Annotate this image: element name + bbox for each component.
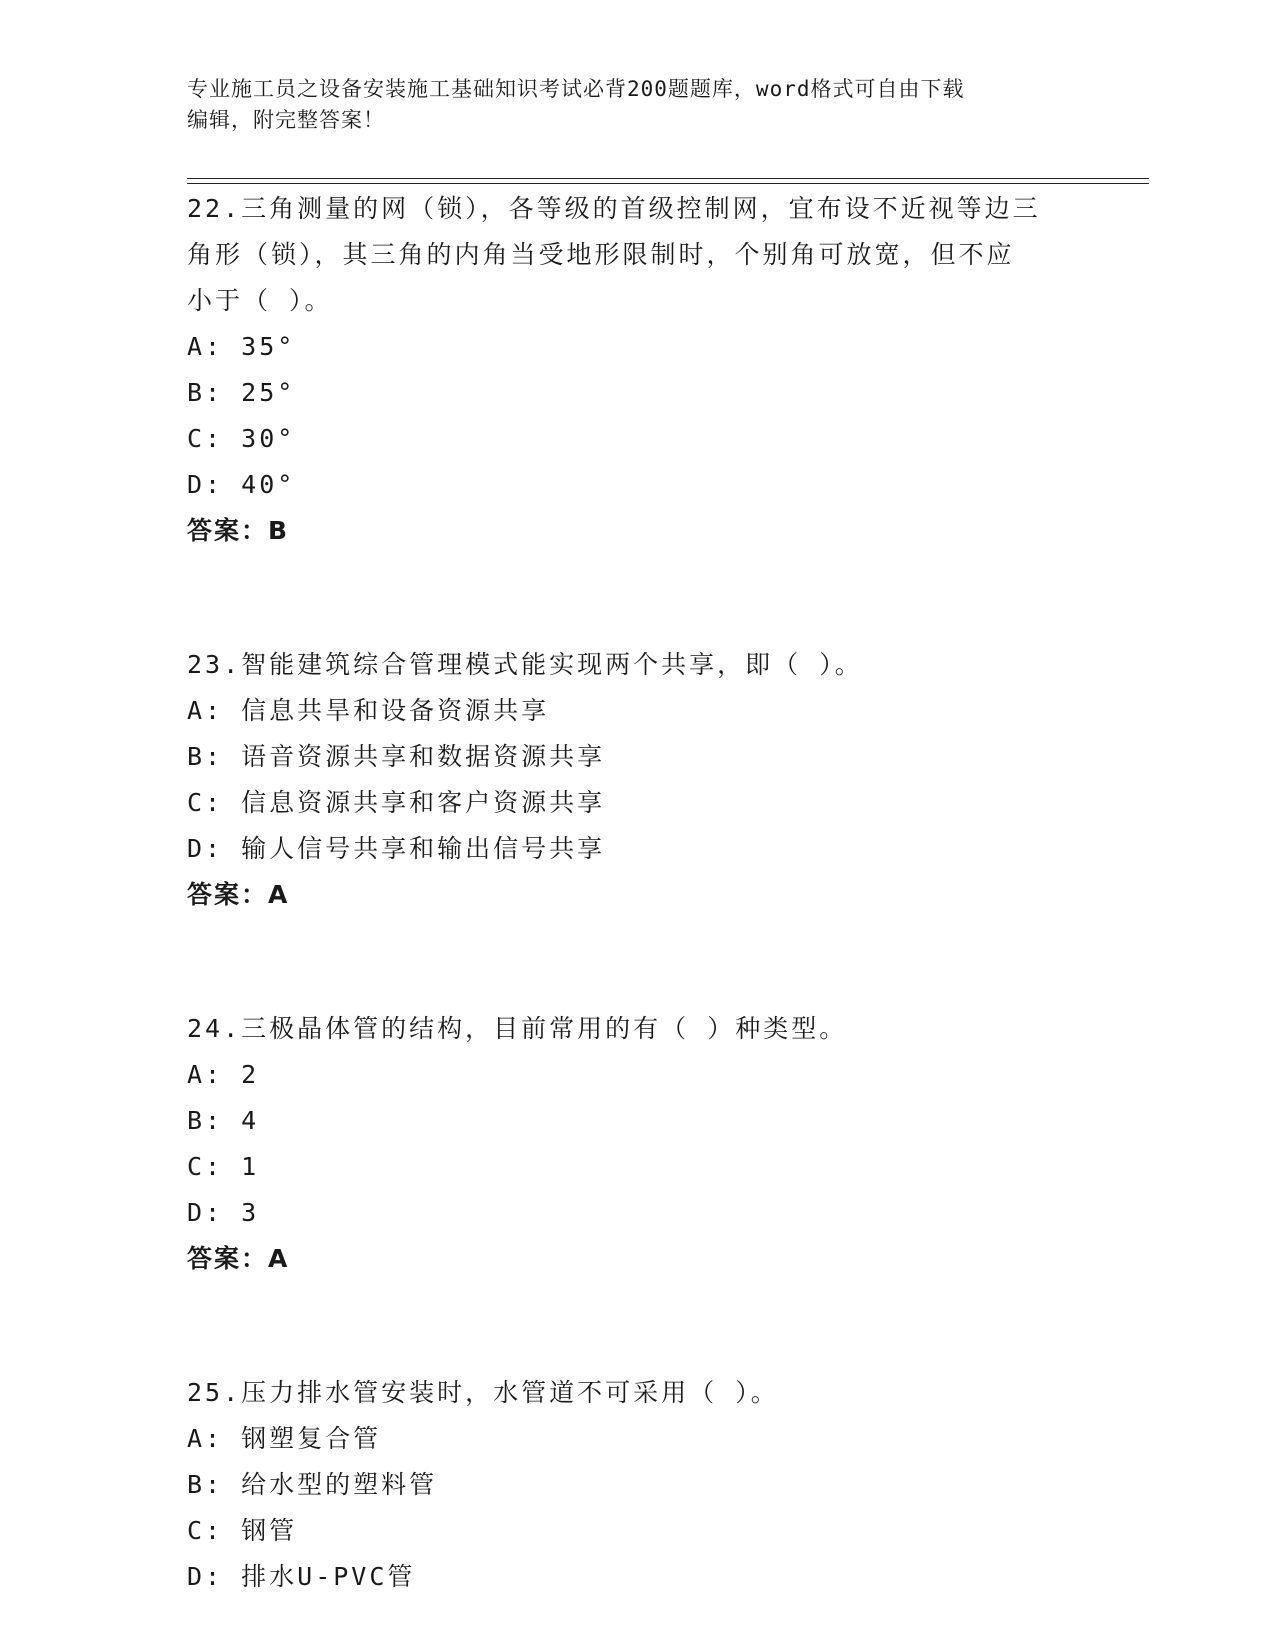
answer-line: 答案：B: [187, 516, 290, 545]
option-b: B: 4: [187, 1106, 260, 1135]
option-b: B: 给水型的塑料管: [187, 1470, 438, 1499]
question-list: [187, 186, 1087, 1600]
option-a: A: 信息共旱和设备资源共享: [187, 696, 550, 725]
question-stem-line: 22.三角测量的网（锁），各等级的首级控制网，宜布设不近视等边三: [187, 194, 1041, 223]
document-header: [187, 74, 1067, 136]
option-b: B: 25°: [187, 378, 296, 407]
option-a: A: 35°: [187, 332, 296, 361]
question-23: [187, 642, 1087, 918]
option-c: C: 30°: [187, 424, 296, 453]
question-stem-line: 24.三极晶体管的结构，目前常用的有（ ）种类型。: [187, 1014, 848, 1043]
question-stem-line: 25.压力排水管安装时，水管道不可采用（ ）。: [187, 1378, 779, 1407]
option-c: C: 1: [187, 1152, 260, 1181]
question-stem-line: 角形（锁），其三角的内角当受地形限制时，个别角可放宽，但不应: [187, 240, 1015, 269]
option-d: D: 输人信号共享和输出信号共享: [187, 834, 606, 863]
question-spacer: [187, 554, 1087, 642]
option-c: C: 钢管: [187, 1516, 298, 1545]
question-stem-line: 23.智能建筑综合管理模式能实现两个共享，即（ ）。: [187, 650, 863, 679]
option-d: D: 40°: [187, 470, 296, 499]
question-spacer: [187, 1282, 1087, 1370]
question-25: [187, 1370, 1087, 1600]
question-22: [187, 186, 1087, 554]
question-24: [187, 1006, 1087, 1282]
answer-line: 答案：A: [187, 1244, 290, 1273]
question-spacer: [187, 918, 1087, 1006]
question-stem-line: 小于（ ）。: [187, 286, 333, 315]
header-divider-bottom: [187, 183, 1149, 184]
option-b: B: 语音资源共享和数据资源共享: [187, 742, 606, 771]
header-divider-top: [187, 178, 1149, 179]
option-d: D: 排水U-PVC管: [187, 1562, 416, 1591]
option-a: A: 2: [187, 1060, 260, 1089]
option-d: D: 3: [187, 1198, 260, 1227]
option-c: C: 信息资源共享和客户资源共享: [187, 788, 606, 817]
header-line-1: 专业施工员之设备安装施工基础知识考试必背200题题库，word格式可自由下载: [187, 77, 965, 101]
answer-line: 答案：A: [187, 880, 290, 909]
option-a: A: 钢塑复合管: [187, 1424, 382, 1453]
header-line-2: 编辑，附完整答案！: [187, 108, 385, 132]
